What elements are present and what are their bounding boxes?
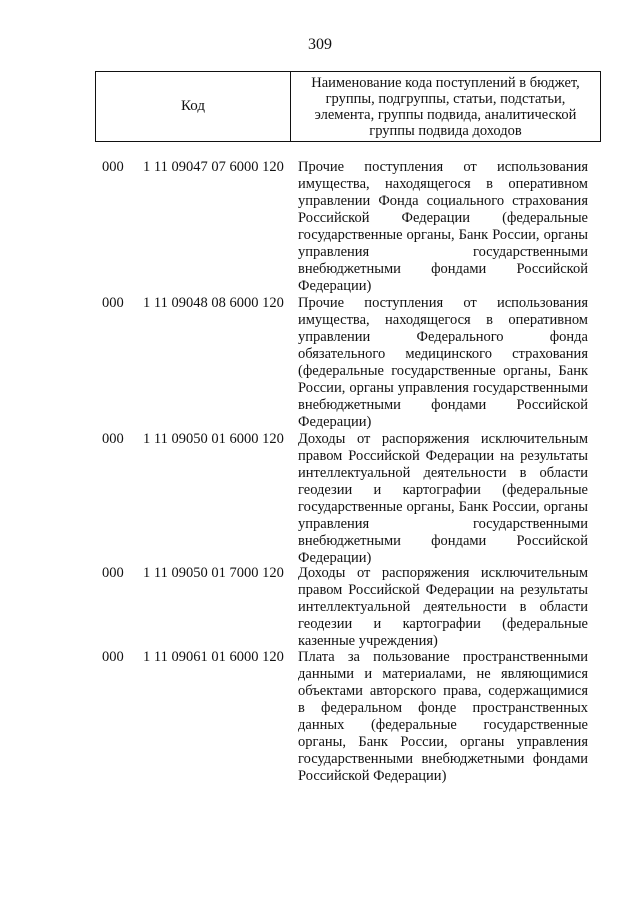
row-prefix: 000 xyxy=(102,295,124,311)
row-prefix: 000 xyxy=(102,565,124,581)
row-prefix: 000 xyxy=(102,431,124,447)
table-row xyxy=(0,565,640,649)
row-code: 1 11 09061 01 6000 120 xyxy=(143,649,284,665)
revenue-code-list xyxy=(0,159,640,785)
row-code: 1 11 09048 08 6000 120 xyxy=(143,295,284,311)
table-row xyxy=(0,431,640,565)
row-description: Прочие поступления от использования имущества, находящегося в оперативном управлении Фонда социального страхования Российской Федерации (федеральные государственные органы, Банк России, органы управления государственными внебюджетными фондами Российской Федерации) xyxy=(298,159,588,294)
table-row xyxy=(0,159,640,295)
row-code: 1 11 09050 01 6000 120 xyxy=(143,431,284,447)
page-number: 309 xyxy=(308,36,332,53)
row-code: 1 11 09050 01 7000 120 xyxy=(143,565,284,581)
row-code: 1 11 09047 07 6000 120 xyxy=(143,159,284,175)
header-name-column: Наименование кода поступлений в бюджет, группы, подгруппы, статьи, подстатьи, элемента, группы подвида, аналитической группы подвида доходов xyxy=(311,74,580,139)
table-row xyxy=(0,649,640,785)
header-code-column: Код xyxy=(96,72,291,141)
row-description: Доходы от распоряжения исключительным правом Российской Федерации на результаты интеллектуальной деятельности в области геодезии и картографии (федеральные казенные учреждения) xyxy=(298,565,588,649)
row-prefix: 000 xyxy=(102,159,124,175)
row-prefix: 000 xyxy=(102,649,124,665)
row-description: Плата за пользование пространственными данными и материалами, не являющимися объектами авторского права, содержащимися в федеральном фонде пространственных данных (федеральные государственные органы, Банк России, органы управления государственными внебюджетными фондами Российской Федерации) xyxy=(298,649,588,784)
table-header xyxy=(95,71,601,142)
table-row xyxy=(0,295,640,431)
row-description: Прочие поступления от использования имущества, находящегося в оперативном управлении Федерального фонда обязательного медицинского страхования (федеральные государственные органы, Банк России, органы управления государственными внебюджетными фондами Российской Федерации) xyxy=(298,295,588,430)
row-description: Доходы от распоряжения исключительным правом Российской Федерации на результаты интеллектуальной деятельности в области геодезии и картографии (федеральные государственные органы, Банк России, органы управления государственными внебюджетными фондами Российской Федерации) xyxy=(298,431,588,566)
